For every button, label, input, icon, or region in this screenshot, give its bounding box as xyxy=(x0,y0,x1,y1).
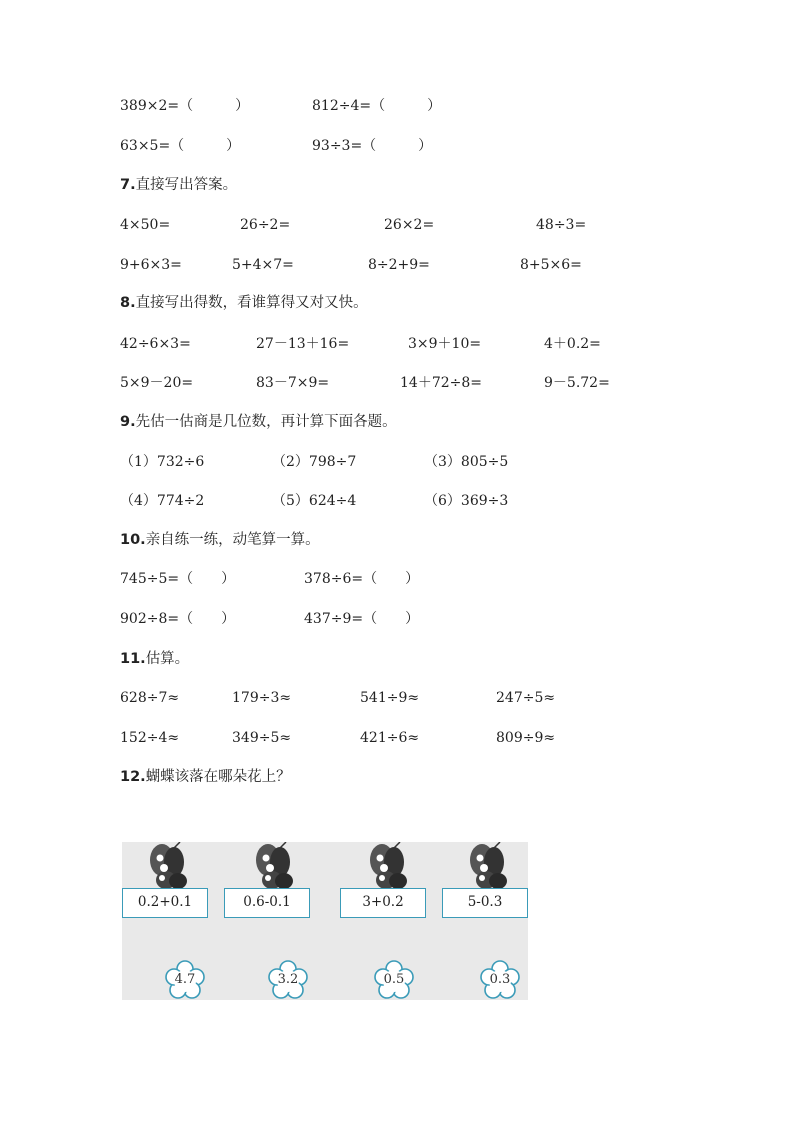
question-number: 8. xyxy=(120,295,136,311)
question-title: 直接写出得数，看谁算得又对又快。 xyxy=(135,295,368,311)
exercise-item: 93÷3=（ ） xyxy=(312,138,433,154)
expression-card: 5-0.3 xyxy=(442,888,528,918)
exercise-item: （2）798÷7 xyxy=(272,454,357,470)
exercise-item: 809÷9≈ xyxy=(496,730,556,746)
exercise-item: 48÷3= xyxy=(536,217,587,233)
question-title: 亲自练一练，动笔算一算。 xyxy=(145,532,320,548)
exercise-item: 5+4×7= xyxy=(232,257,294,273)
butterfly-icon xyxy=(364,842,410,892)
flower-value: 0.5 xyxy=(383,972,405,987)
butterfly-icon xyxy=(464,842,510,892)
question-heading-7 xyxy=(120,176,237,194)
flower-icon xyxy=(268,960,308,1000)
exercise-item: （1）732÷6 xyxy=(120,454,205,470)
exercise-item: 812÷4=（ ） xyxy=(312,98,442,114)
question-heading-12 xyxy=(120,768,291,786)
exercise-item: 4＋0.2= xyxy=(544,336,601,352)
question-heading-8 xyxy=(120,294,368,312)
exercise-item: 9－5.72= xyxy=(544,375,610,391)
exercise-item: 902÷8=（ ） xyxy=(120,611,236,627)
exercise-item: 628÷7≈ xyxy=(120,690,180,706)
exercise-item: 349÷5≈ xyxy=(232,730,292,746)
question-number: 7. xyxy=(120,177,136,193)
exercise-item: 9+6×3= xyxy=(120,257,182,273)
exercise-item: （4）774÷2 xyxy=(120,493,205,509)
exercise-item: （5）624÷4 xyxy=(272,493,357,509)
exercise-item: 14＋72÷8= xyxy=(400,375,482,391)
exercise-item: 42÷6×3= xyxy=(120,336,191,352)
expression-card: 0.6-0.1 xyxy=(224,888,310,918)
expression-card: 0.2+0.1 xyxy=(122,888,208,918)
question-heading-10 xyxy=(120,531,320,549)
exercise-item: 152÷4≈ xyxy=(120,730,180,746)
exercise-item: 27－13＋16= xyxy=(256,336,350,352)
flower-icon xyxy=(480,960,520,1000)
flower-value: 3.2 xyxy=(277,972,299,987)
exercise-item: （3）805÷5 xyxy=(424,454,509,470)
exercise-item: 541÷9≈ xyxy=(360,690,420,706)
exercise-item: 745÷5=（ ） xyxy=(120,571,236,587)
exercise-item: 247÷5≈ xyxy=(496,690,556,706)
question-title: 估算。 xyxy=(145,651,190,667)
question-number: 11. xyxy=(120,651,146,667)
exercise-item: 5×9－20= xyxy=(120,375,194,391)
flower-value: 4.7 xyxy=(174,972,196,987)
exercise-item: 437÷9=（ ） xyxy=(304,611,420,627)
exercise-item: 8+5×6= xyxy=(520,257,582,273)
exercise-item: 3×9＋10= xyxy=(408,336,482,352)
expression-card: 3+0.2 xyxy=(340,888,426,918)
flower-icon xyxy=(374,960,414,1000)
exercise-item: 26÷2= xyxy=(240,217,291,233)
question-title: 先估一估商是几位数，再计算下面各题。 xyxy=(135,414,397,430)
flower-icon xyxy=(165,960,205,1000)
exercise-item: 421÷6≈ xyxy=(360,730,420,746)
exercise-item: 389×2=（ ） xyxy=(120,98,250,114)
question-number: 10. xyxy=(120,532,146,548)
butterfly-icon xyxy=(250,842,296,892)
question-heading-9 xyxy=(120,413,397,431)
exercise-item: 83－7×9= xyxy=(256,375,330,391)
question-number: 12. xyxy=(120,769,146,785)
flower-value: 0.3 xyxy=(489,972,511,987)
exercise-item: 4×50= xyxy=(120,217,171,233)
butterfly-icon xyxy=(144,842,190,892)
exercise-item: 179÷3≈ xyxy=(232,690,292,706)
question-heading-11 xyxy=(120,650,189,668)
question-title: 直接写出答案。 xyxy=(135,177,238,193)
question-title: 蝴蝶该落在哪朵花上？ xyxy=(145,769,291,785)
butterfly-flower-panel xyxy=(122,842,528,1000)
exercise-item: 8÷2+9= xyxy=(368,257,430,273)
exercise-item: 26×2= xyxy=(384,217,435,233)
question-number: 9. xyxy=(120,414,136,430)
exercise-item: （6）369÷3 xyxy=(424,493,509,509)
exercise-item: 378÷6=（ ） xyxy=(304,571,420,587)
exercise-item: 63×5=（ ） xyxy=(120,138,241,154)
